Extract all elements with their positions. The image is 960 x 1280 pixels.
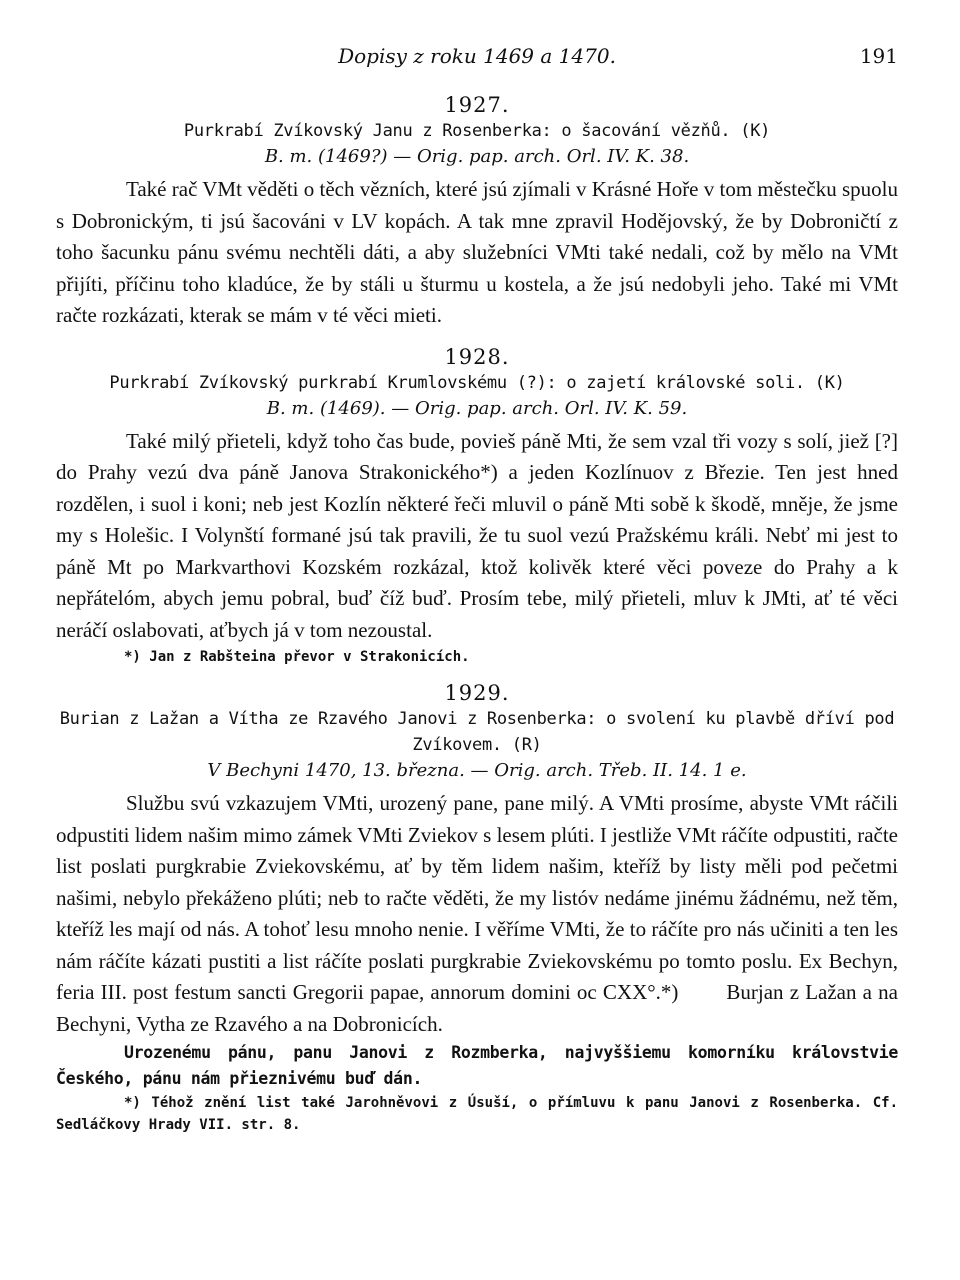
document-heading: Purkrabí Zvíkovský Janu z Rosenberka: o šacování vězňů. (K): [183, 121, 771, 141]
letter-1929: [56, 680, 898, 1136]
document-number: 1928.: [444, 344, 510, 369]
letter-1927: [56, 92, 898, 332]
document-source: B. m. (1469). — Orig. pap. arch. Orl. IV. K. 59.: [266, 397, 688, 419]
document-number: 1927.: [444, 93, 510, 117]
letter-body-text: Službu svú vzkazujem VMti, urozený pane, pane milý. A VMti prosíme, abyste VMt ráčili odpustiti lidem našim mimo zámek VMti Zviekov s lesem plúti. I jestliže VMt ráčíte odpustiti, račte list poslati purgkrabie Zviekovskému, ať by těm lidem našim, kteříž by listy měli pod pečetmi našimi, nebylo překáženo plúti; neb to račte věděti, že my listóv nedáme jinému žádnému, než těm, kteříž les mají od nás. A tohoť lesu mnoho nenie. I věříme VMti, že to ráčíte pro nás učiniti a ten les nám ráčíte kázati pustiti a list ráčíte poslati purgkrabie Zviekovskému po tomto poslu. Ex Bechyn, feria III. post festum sancti Gregorii papae, annorum domini oc CXX°.*): [56, 791, 898, 1004]
letter-body: [56, 788, 898, 1040]
running-title: Dopisy z roku 1469 a 1470.: [338, 44, 616, 68]
document-source: V Bechyni 1470, 13. března. — Orig. arch. Třeb. II. 14. 1 e.: [207, 760, 747, 781]
document-source: B. m. (1469?) — Orig. pap. arch. Orl. IV. K. 38.: [264, 146, 690, 167]
document-number: 1929.: [444, 681, 510, 705]
page-number: 191: [859, 44, 898, 68]
running-header: [56, 40, 898, 80]
footnote: *) Téhož znění list také Jarohněvovi z Úsuší, o přímluvu k panu Janovi z Rosenberka. Cf. Sedláčkovy Hrady VII. str. 8.: [56, 1095, 898, 1133]
document-heading: Burian z Lažan a Vítha ze Rzavého Janovi z Rosenberka: o svolení ku plavbě dříví pod Zvíkovem. (R): [59, 709, 895, 755]
signature: Burjan z Lažan a na Bechyni, Vytha ze Rzavého a na Dobronicích.: [56, 980, 898, 1036]
book-page: [56, 40, 898, 1136]
letter-1928: [56, 344, 898, 669]
letter-body: Také milý přieteli, když toho čas bude, povieš páně Mti, že sem vzal tři vozy s solí, jiež [?] do Prahy vezú dva páně Janova Strakonického*) a jeden Kozlínuov z Březie. Ten jest hned rozdělen, i suol i koni; neb jest Kozlín některé řeči mluvil o páně Mti sobě k škodě, mněje, že jsme my s Holešic. I Volynští formané jsú tak pravili, že tu suol vezú Pražskému králi. Nebť mi jest to páně Mt po Markvarthovi Kozském rozkázal, ktož kolivěk které věci poveze do Prahy a k nepřátelóm, abych jemu pobral, buď číž buď. Prosím tebe, milý přieteli, mluv k JMti, ať té věci neráčí oslabovati, aťbych já v tom nezoustal.: [56, 428, 898, 642]
document-heading: Purkrabí Zvíkovský purkrabí Krumlovskému (?): o zajetí královské soli. (K): [109, 372, 845, 393]
letter-body: Také rač VMt věděti o těch vězních, které jsú zjímali v Krásné Hoře v tom městečku spuolu s Dobronickým, ti jsú šacováni v LV kopách. A tak mne zpravil Hodějovský, že by Dobroničtí z toho šacunku pánu svému nechtěli dáti, a aby služebníci VMti také nedali, což by mělo na VMt přijíti, příčinu toho kladúce, že by stáli u šturmu u kostela, a že jsú nedobyli jeho. Také mi VMt račte rozkázati, kterak se mám v té věci mieti.: [56, 177, 898, 327]
address-line: Urozenému pánu, panu Janovi z Rozmberka, najvyššiemu komorníku královstvie Českého, pánu nám přieznivému buď dán.: [56, 1043, 898, 1088]
footnote: *) Jan z Rabšteina převor v Strakonicích.: [124, 649, 470, 665]
